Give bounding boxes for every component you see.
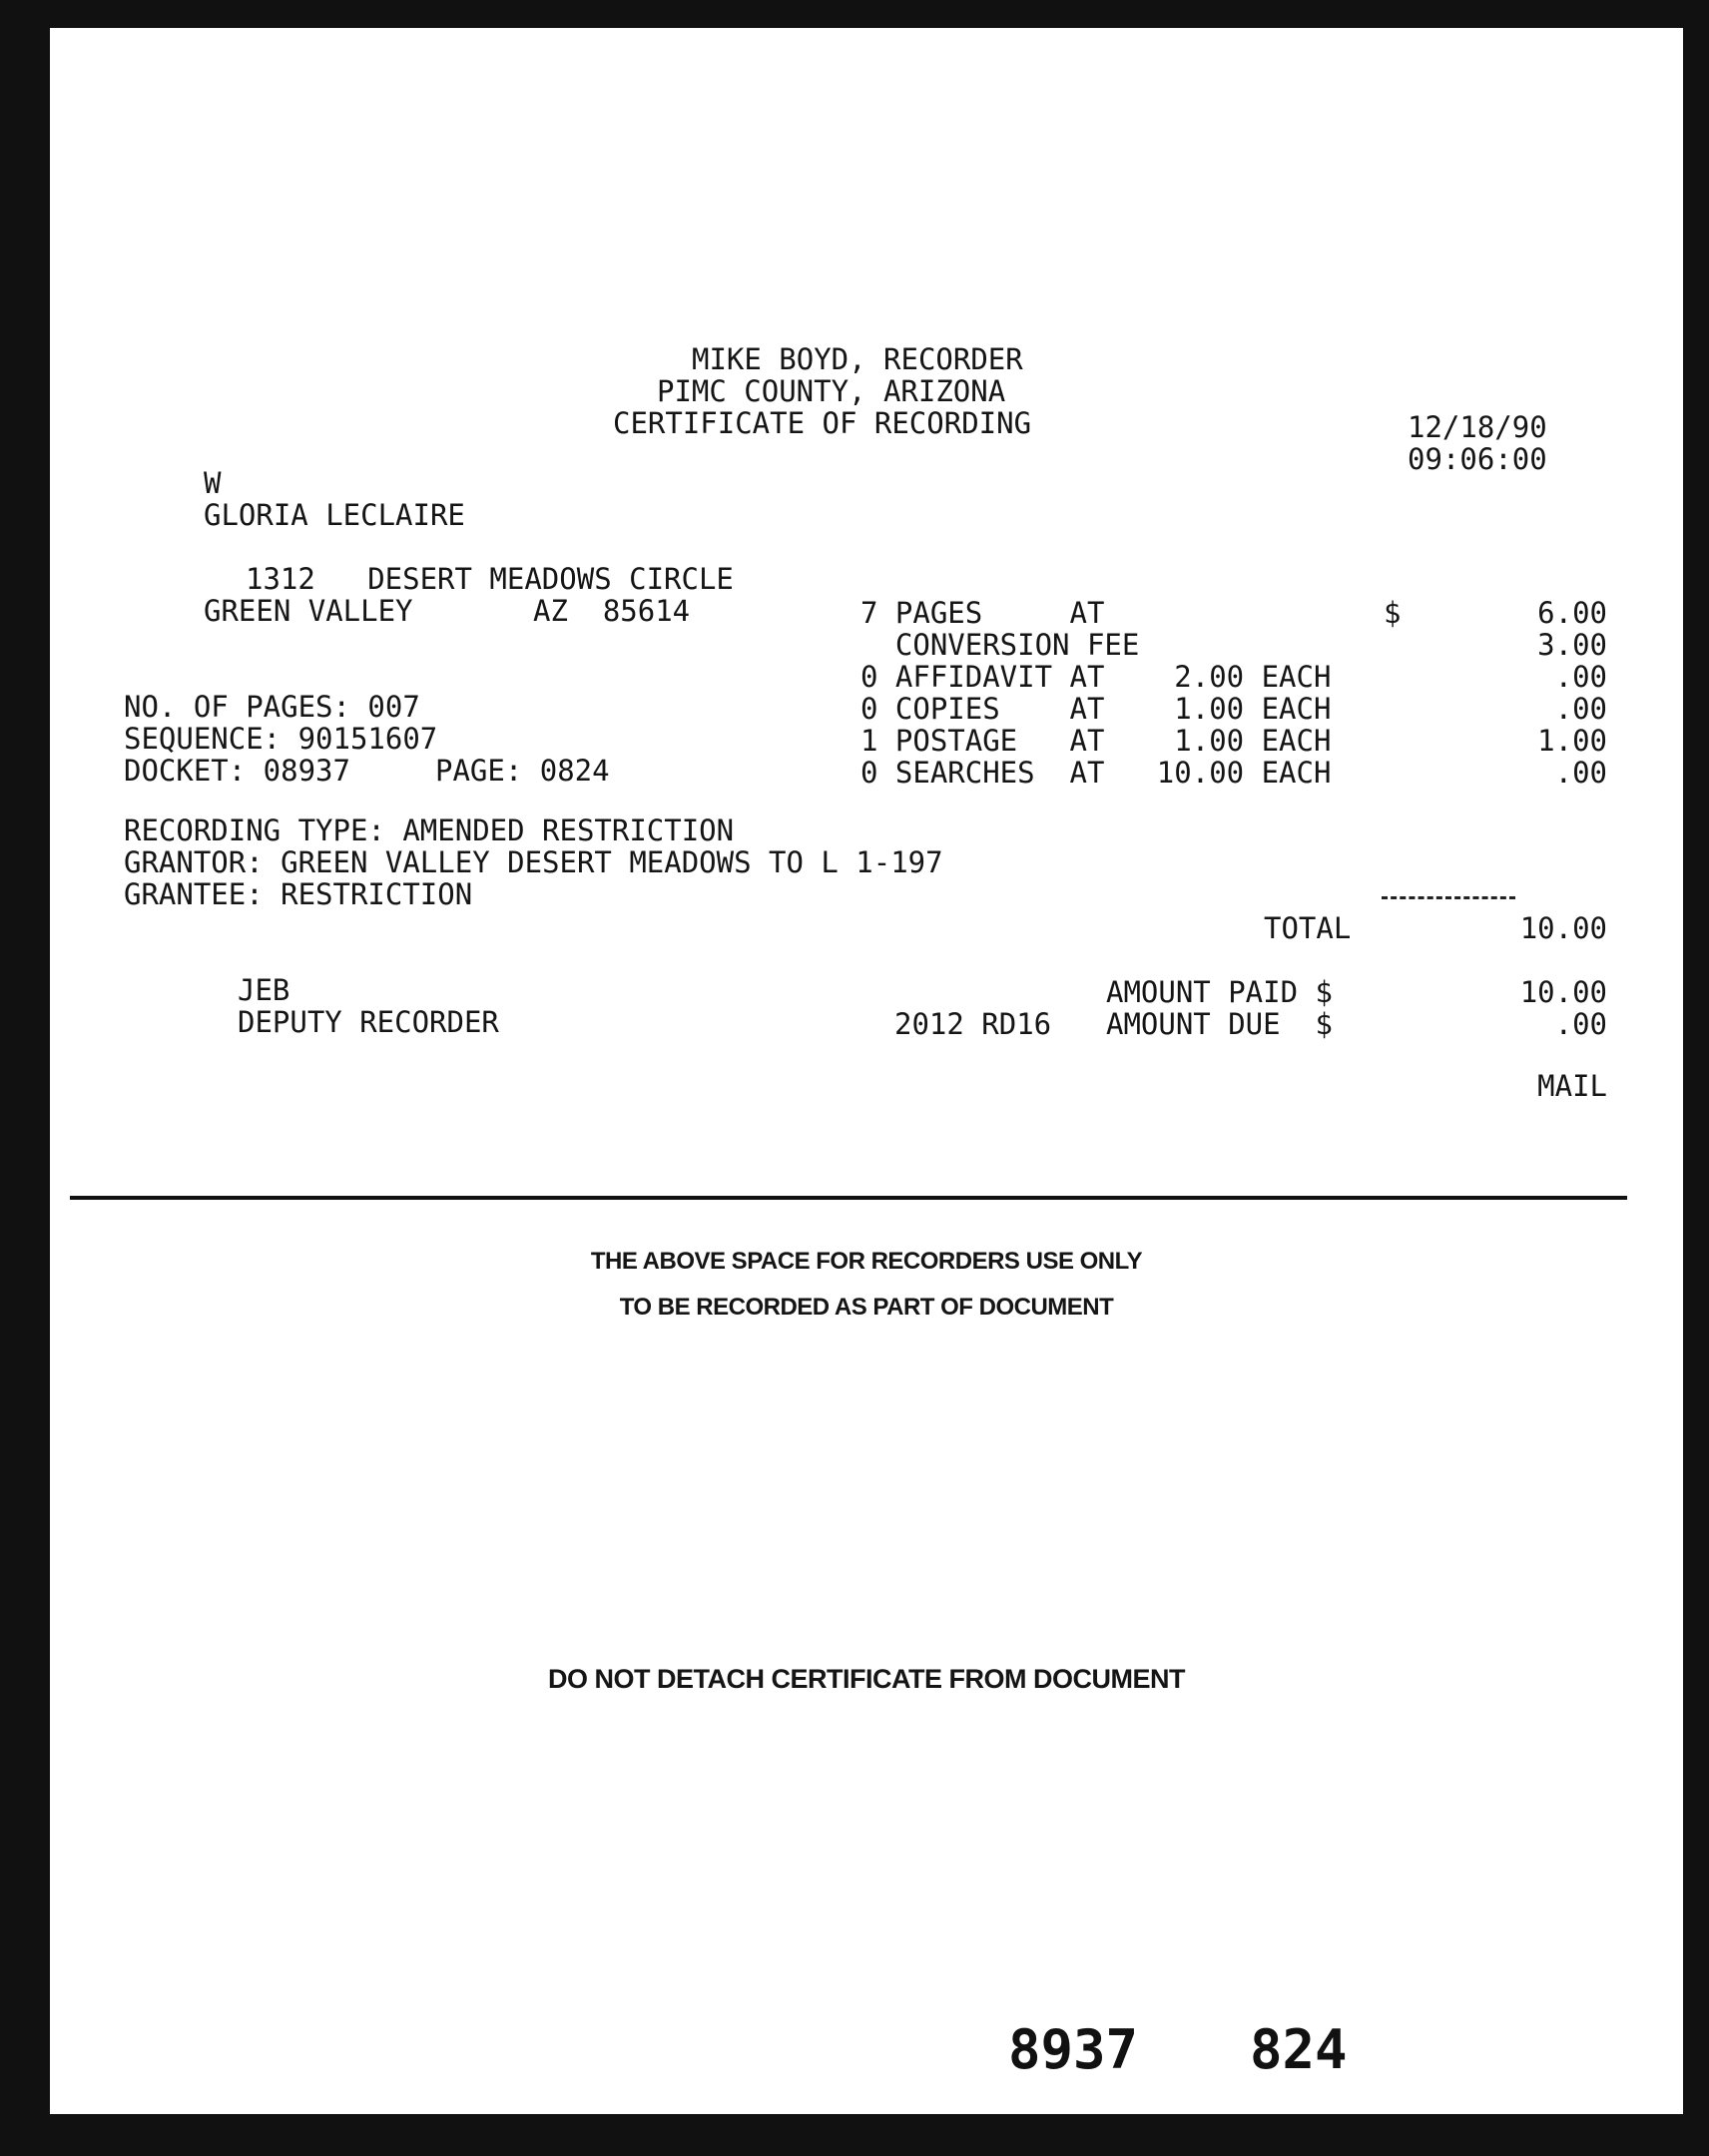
recording-type: RECORDING TYPE: AMENDED RESTRICTION xyxy=(124,813,735,847)
recorder-name: MIKE BOYD, RECORDER xyxy=(692,342,1023,376)
addressee-city: GREEN VALLEY xyxy=(204,594,413,628)
deputy-initials: JEB xyxy=(238,973,290,1007)
fee-amount-postage: 1.00 xyxy=(1537,724,1607,758)
fee-amount-copies: .00 xyxy=(1554,692,1607,726)
amount-paid-label: AMOUNT PAID $ xyxy=(1106,975,1333,1009)
number-of-pages: NO. OF PAGES: 007 xyxy=(124,690,420,724)
sequence-number: SEQUENCE: 90151607 xyxy=(124,722,438,756)
fee-desc-conversion: CONVERSION FEE xyxy=(860,628,1140,662)
total-divider xyxy=(1382,896,1515,899)
addressee-street: 1312 DESERT MEADOWS CIRCLE xyxy=(246,562,734,596)
amount-paid-value: 10.00 xyxy=(1519,975,1607,1009)
docket-number: DOCKET: 08937 xyxy=(124,754,350,788)
deputy-title: DEPUTY RECORDER xyxy=(238,1005,499,1039)
fee-amount-pages: 6.00 xyxy=(1537,596,1607,630)
dollar-sign: $ xyxy=(1384,596,1402,630)
addressee-name: GLORIA LECLAIRE xyxy=(204,498,465,532)
amount-due-value: .00 xyxy=(1554,1007,1607,1041)
addressee-state-zip: AZ 85614 xyxy=(533,594,691,628)
fee-desc-copies: 0 COPIES AT 1.00 EACH xyxy=(860,692,1332,726)
certificate-sheet xyxy=(50,28,1683,2114)
addressee-code: W xyxy=(204,466,222,500)
recording-time: 09:06:00 xyxy=(1408,442,1547,476)
fee-desc-pages: 7 PAGES AT xyxy=(860,596,1105,630)
county-name: PIMC COUNTY, ARIZONA xyxy=(657,374,1006,408)
fee-amount-searches: .00 xyxy=(1554,756,1607,790)
delivery-method: MAIL xyxy=(1537,1069,1607,1103)
do-not-detach-note: DO NOT DETACH CERTIFICATE FROM DOCUMENT xyxy=(548,1664,1185,1694)
recorder-use-note: THE ABOVE SPACE FOR RECORDERS USE ONLY xyxy=(590,1248,1143,1275)
fee-desc-postage: 1 POSTAGE AT 1.00 EACH xyxy=(860,724,1332,758)
recording-date: 12/18/90 xyxy=(1408,410,1547,444)
terminal-id: 2012 RD16 xyxy=(894,1007,1052,1041)
total-label: TOTAL xyxy=(1264,911,1352,945)
fee-desc-affidavit: 0 AFFIDAVIT AT 2.00 EACH xyxy=(860,660,1332,694)
recorder-space-divider xyxy=(70,1196,1627,1200)
page-number: PAGE: 0824 xyxy=(435,754,610,788)
part-of-document-note: TO BE RECORDED AS PART OF DOCUMENT xyxy=(619,1294,1114,1321)
total-value: 10.00 xyxy=(1519,911,1607,945)
amount-due-label: AMOUNT DUE $ xyxy=(1106,1007,1333,1041)
grantee: GRANTEE: RESTRICTION xyxy=(124,877,473,911)
certificate-title: CERTIFICATE OF RECORDING xyxy=(613,406,1032,440)
fee-amount-conversion: 3.00 xyxy=(1537,628,1607,662)
fee-desc-searches: 0 SEARCHES AT 10.00 EACH xyxy=(860,756,1332,790)
stamped-page-number: 824 xyxy=(1250,2018,1348,2081)
grantor: GRANTOR: GREEN VALLEY DESERT MEADOWS TO L 1-197 xyxy=(124,845,943,879)
stamped-docket-number: 8937 xyxy=(1008,2018,1139,2081)
fee-amount-affidavit: .00 xyxy=(1554,660,1607,694)
